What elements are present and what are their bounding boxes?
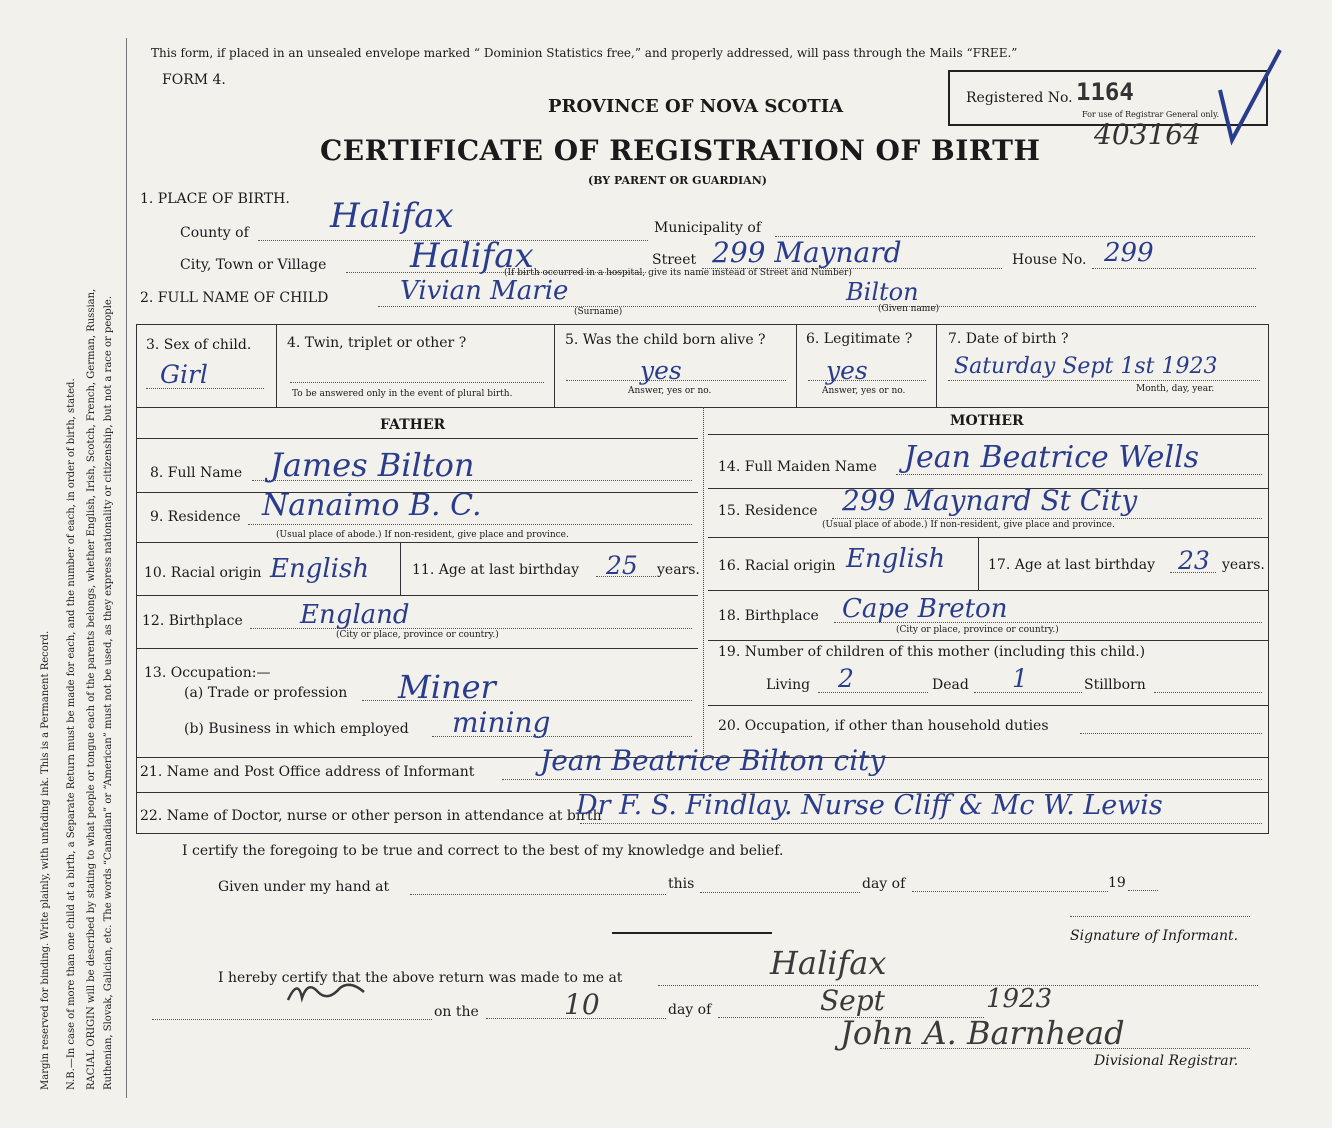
mother-heading: MOTHER — [950, 413, 1024, 429]
sex-label: 3. Sex of child. — [146, 337, 252, 353]
child-given-value: Vivian Marie — [400, 276, 569, 306]
mother-age-label: 17. Age at last birthday — [988, 557, 1156, 573]
mother-name-label: 14. Full Maiden Name — [718, 459, 877, 475]
registrar-place-value: Halifax — [770, 944, 887, 982]
registration-year-value: 1923 — [986, 984, 1053, 1014]
mother-name-value: Jean Beatrice Wells — [904, 440, 1200, 475]
day-of-label-2: day of — [668, 1002, 712, 1018]
father-birthplace-note: (City or place, province or country.) — [336, 630, 499, 640]
registered-number: 1164 — [1076, 78, 1134, 106]
county-label: County of — [180, 225, 249, 241]
registration-day-value: 10 — [564, 988, 600, 1021]
mother-race-label: 16. Racial origin — [718, 558, 836, 574]
street-note: (If birth occurred in a hospital, give its name instead of Street and Number) — [504, 268, 852, 278]
legitimate-note: Answer, yes or no. — [822, 386, 906, 396]
mother-residence-note: (Usual place of abode.) If non-resident, give place and province. — [822, 520, 1115, 530]
province-heading: PROVINCE OF NOVA SCOTIA — [548, 96, 844, 117]
registrar-certify-text: I hereby certify that the above return was made to me at — [218, 970, 623, 986]
child-surname-value: Bilton — [846, 278, 919, 306]
doctor-label: 22. Name of Doctor, nurse or other person in attendance at birth — [140, 808, 602, 824]
year-prefix: 19 — [1108, 875, 1126, 891]
mother-residence-label: 15. Residence — [718, 503, 818, 519]
surname-caption: (Surname) — [574, 307, 623, 317]
alive-note: Answer, yes or no. — [628, 386, 712, 396]
legitimate-label: 6. Legitimate ? — [806, 331, 913, 347]
dob-label: 7. Date of birth ? — [948, 331, 1069, 347]
father-years: years. — [657, 562, 700, 578]
certificate-subtitle: (BY PARENT OR GUARDIAN) — [588, 174, 767, 187]
mother-occupation-label: 20. Occupation, if other than household duties — [718, 718, 1049, 734]
father-name-value: James Bilton — [270, 446, 475, 484]
street-label: Street — [652, 252, 697, 268]
father-age-label: 11. Age at last birthday — [412, 562, 580, 578]
living-value: 2 — [838, 664, 854, 693]
binding-margin-line — [126, 38, 127, 1098]
father-age-value: 25 — [606, 551, 638, 580]
informant-label: 21. Name and Post Office address of Informant — [140, 764, 475, 780]
twin-note: To be answered only in the event of plural birth. — [292, 389, 513, 399]
father-residence-label: 9. Residence — [150, 509, 241, 525]
certificate-title: CERTIFICATE OF REGISTRATION OF BIRTH — [320, 134, 1041, 167]
sex-value: Girl — [160, 360, 208, 389]
form-number: FORM 4. — [162, 72, 226, 88]
legitimate-value: yes — [826, 356, 868, 385]
father-birthplace-label: 12. Birthplace — [142, 613, 243, 629]
child-name-label: 2. FULL NAME OF CHILD — [140, 290, 329, 306]
mail-notice: This form, if placed in an unsealed envelope marked “ Dominion Statistics free,” and properly addressed, will pass through the Mails “FREE.” — [151, 46, 1018, 60]
given-caption: (Given name) — [878, 304, 940, 314]
stillborn-label: Stillborn — [1084, 677, 1146, 693]
father-residence-value: Nanaimo B. C. — [262, 488, 482, 523]
living-label: Living — [766, 677, 811, 693]
registrar-signature: John A. Barnhead — [840, 1014, 1125, 1052]
business-value: mining — [452, 706, 551, 739]
house-label: House No. — [1012, 252, 1087, 268]
city-label: City, Town or Village — [180, 257, 327, 273]
informant-value: Jean Beatrice Bilton city — [540, 744, 886, 777]
trade-value: Miner — [398, 668, 496, 706]
registration-month-value: Sept — [820, 984, 885, 1017]
mother-birthplace-value: Cape Breton — [842, 594, 1008, 624]
father-birthplace-value: England — [300, 600, 410, 630]
father-heading: FATHER — [380, 417, 446, 433]
divisional-registrar-caption: Divisional Registrar. — [1094, 1053, 1239, 1069]
margin-note-3: RACIAL ORIGIN will be described by stating to what people or tongue each of the parents belongs, whether English, Irish, Scotch, French, German, Russian, — [86, 288, 97, 1090]
this-label: this — [668, 876, 695, 892]
mother-age-value: 23 — [1178, 546, 1210, 575]
certify-text: I certify the foregoing to be true and correct to the best of my knowledge and belief. — [182, 843, 784, 859]
street-value: 299 Maynard — [712, 236, 902, 269]
alive-label: 5. Was the child born alive ? — [565, 332, 766, 348]
dob-note: Month, day, year. — [1136, 384, 1215, 394]
margin-note-1: Margin reserved for binding. Write plainly, with unfading ink. This is a Permanent Record. — [40, 630, 51, 1090]
doctor-value: Dr F. S. Findlay. Nurse Cliff & Mc W. Lewis — [576, 790, 1163, 821]
children-count-label: 19. Number of children of this mother (including this child.) — [718, 644, 1146, 660]
alive-value: yes — [640, 356, 682, 385]
margin-note-4: Ruthenian, Slovak, Galician, etc. The words “Canadian” or “American” must not be used, as they express nationality or citizenship, but not a race or people. — [103, 295, 114, 1090]
stamp-number: 403164 — [1094, 118, 1201, 151]
registrar-initial-mark — [284, 972, 374, 1012]
father-name-label: 8. Full Name — [150, 465, 243, 481]
county-value: Halifax — [330, 196, 454, 236]
mother-years: years. — [1222, 557, 1265, 573]
dead-value: 1 — [1012, 664, 1028, 693]
place-of-birth-label: 1. PLACE OF BIRTH. — [140, 191, 290, 207]
house-value: 299 — [1104, 238, 1154, 268]
father-residence-note: (Usual place of abode.) If non-resident, give place and province. — [276, 530, 569, 540]
margin-note-2: N.B.—In case of more than one child at a birth, a Separate Return must be made for each, and the number of each, in order of birth, stated. — [66, 378, 77, 1090]
mother-birthplace-note: (City or place, province or country.) — [896, 625, 1059, 635]
mother-birthplace-label: 18. Birthplace — [718, 608, 819, 624]
day-of-label: day of — [862, 876, 906, 892]
dead-label: Dead — [932, 677, 969, 693]
dob-value: Saturday Sept 1st 1923 — [954, 354, 1218, 379]
mother-race-value: English — [846, 544, 946, 574]
informant-signature-caption: Signature of Informant. — [1070, 928, 1239, 944]
city-value: Halifax — [410, 236, 534, 276]
business-label: (b) Business in which employed — [184, 721, 409, 737]
registered-label: Registered No. — [966, 90, 1073, 106]
father-occupation-label: 13. Occupation:— — [144, 665, 271, 681]
on-the-label: on the — [434, 1004, 479, 1020]
twin-label: 4. Twin, triplet or other ? — [287, 335, 467, 351]
checkmark-icon — [1200, 30, 1290, 160]
mother-residence-value: 299 Maynard St City — [842, 484, 1138, 517]
father-race-value: English — [270, 554, 370, 584]
father-race-label: 10. Racial origin — [144, 565, 262, 581]
trade-label: (a) Trade or profession — [184, 685, 348, 701]
registered-note: For use of Registrar General only. — [1082, 110, 1220, 119]
municipality-label: Municipality of — [654, 220, 762, 236]
given-under-label: Given under my hand at — [218, 879, 390, 895]
